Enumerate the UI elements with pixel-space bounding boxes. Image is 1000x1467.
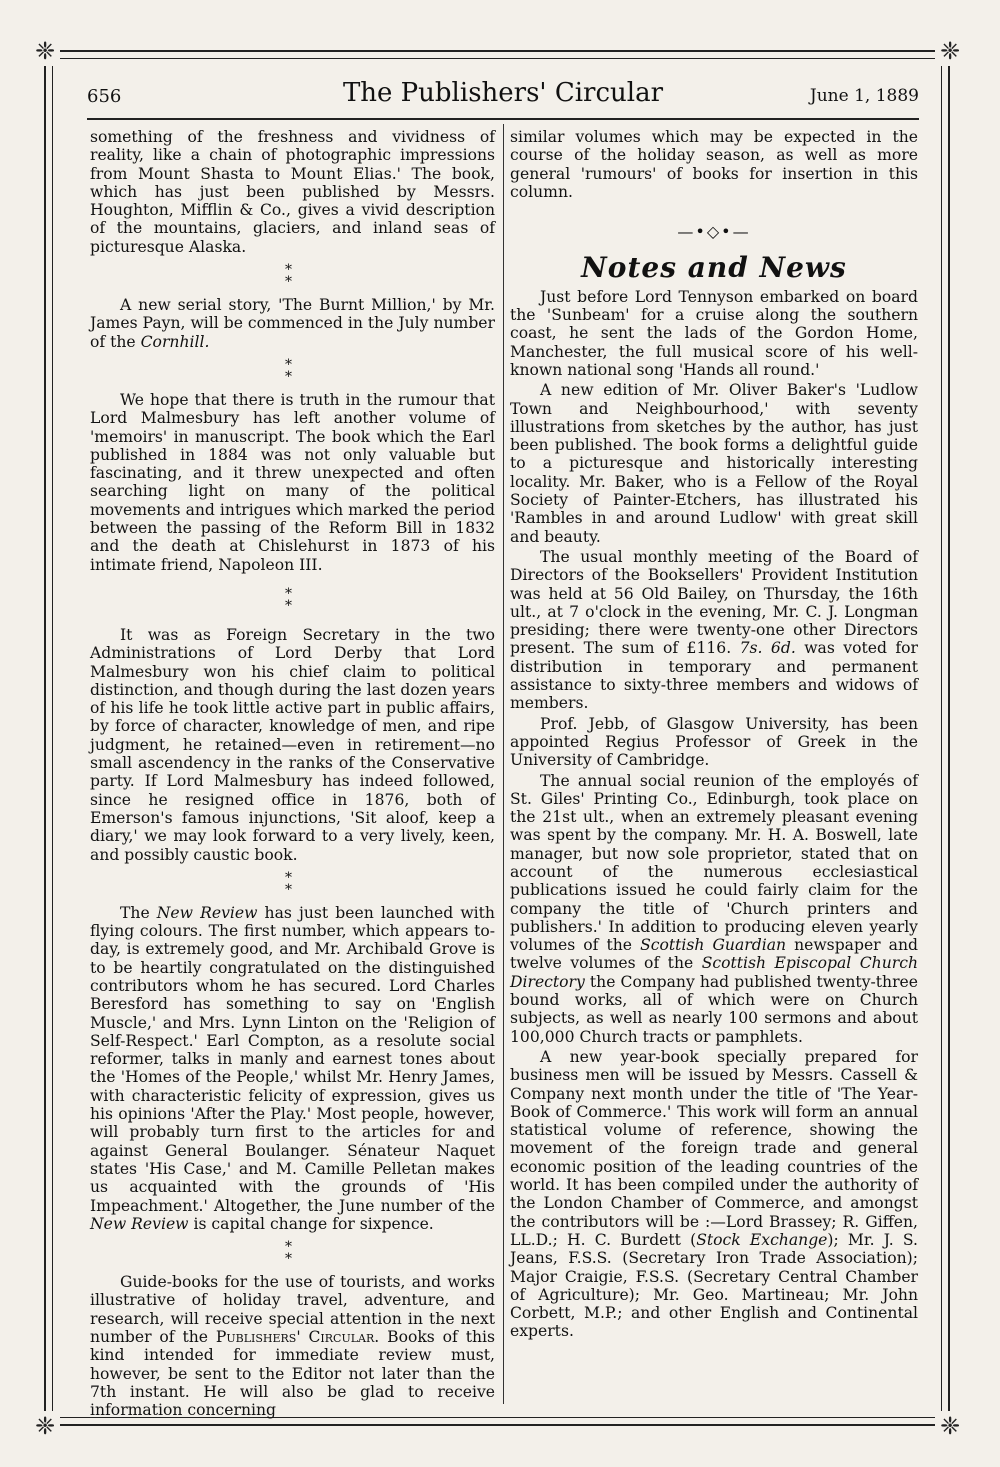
paragraph: Just before Lord Tennyson embarked on board the 'Sunbeam' for a cruise along the southern coast, he sent the lads of the Gordon Home, Manchester, the full musical score of his well-known national song 'Hands all round.' bbox=[510, 287, 918, 379]
section-ornament: —•◇•— bbox=[677, 222, 751, 242]
corner-ornament-icon: ❈ bbox=[935, 1411, 965, 1441]
corner-ornament-icon: ❈ bbox=[30, 1411, 60, 1441]
paragraph: A new serial story, 'The Burnt Million,' by Mr. James Payn, will be commenced in the July number of the Cornhill. bbox=[90, 296, 495, 351]
paragraph: The annual social reunion of the employés of St. Giles' Printing Co., Edinburgh, took place on the 21st ult., when an extremely pleasant evening was spent by the company. Mr. H. A. Boswell, late manager, but now sole proprietor, stated that on account of the numerous ecclesiastical publications issued he could fairly claim for the company the title of 'Church printers and publishers.' In addition to producing eleven yearly volumes of the Scottish Guardian newspaper and twelve volumes of the Scottish Episcopal Church Directory the Company had published twenty-three bound works, all of which were on Church subjects, as well as nearly 100 sermons and about 100,000 Church tracts or pamphlets. bbox=[510, 771, 919, 1046]
star-separator: * * bbox=[285, 1239, 300, 1268]
paragraph: A new year-book specially prepared for business men will be issued by Messrs. Cassell & Company next month under the title of 'The Year-Book of Commerce.' This work will form an annual statistical volume of reference, showing the movement of the foreign trade and general economic position of the leading countries of the world. It has been compiled under the authority of the London Chamber of Commerce, and amongst the contributors will be :—Lord Brassey; R. Giffen, LL.D.; H. C. Burdett (Stock Exchange); Mr. J. S. Jeans, F.S.S. (Secretary Iron Trade Association); Major Craigie, F.S.S. (Secretary Central Chamber of Agriculture); Mr. Geo. Martineau; Mr. John Corbett, M.P.; and other English and Continental experts. bbox=[510, 1047, 919, 1341]
paragraph: Guide-books for the use of tourists, and works illustrative of holiday travel, adventure, and research, will receive special attention in the next number of the Publishers' Circular. Books of this kind intended for immediate review must, however, be sent to the Editor not later than the 7th instant. He will also be glad to receive information concerning bbox=[90, 1273, 496, 1420]
header-rule bbox=[87, 118, 919, 120]
right-column bbox=[510, 128, 918, 1343]
page-number: 656 bbox=[87, 86, 122, 107]
corner-ornament-icon: ❈ bbox=[935, 36, 965, 66]
paragraph: It was as Foreign Secretary in the two Administrations of Lord Derby that Lord Malmesbury won his chief claim to political distinction, and though during the last dozen years of his life he took little active part in public affairs, by force of character, knowledge of men, and ripe judgment, he retained—even in retirement—no small ascendency in the ranks of the Conservative party. If Lord Malmesbury has indeed followed, since he resigned office in 1876, both of Emerson's famous injunctions, 'Sit aloof, keep a diary,' we may look forward to a very lively, keen, and possibly caustic book. bbox=[90, 625, 495, 864]
paragraph: Prof. Jebb, of Glasgow University, has been appointed Regius Professor of Greek in the University of Cambridge. bbox=[510, 714, 918, 770]
paragraph: The New Review has just been launched with flying colours. The first number, which appears to-day, is extremely good, and Mr. Archibald Grove is to be heartily congratulated on the distinguished contributors whom he has secured. Lord Charles Beresford has something to say on 'English Muscle,' and Mrs. Lynn Linton on the 'Religion of Self-Respect.' Earl Compton, as a resolute social reformer, talks in manly and earnest tones about the 'Homes of the People,' whilst Mr. Henry James, with characteristic felicity of expression, gives us his opinions 'After the Play.' Most people, however, will probably turn first to the articles for and against General Boulanger. Sénateur Naquet states 'His Case,' and M. Camille Pelletan makes us acquainted with the grounds of 'His Impeachment.' Altogether, the June number of the New Review is capital change for sixpence. bbox=[90, 903, 495, 1233]
star-separator: * * bbox=[285, 869, 300, 898]
paragraph: The usual monthly meeting of the Board of Directors of the Booksellers' Provident Institution was held at 56 Old Bailey, on Thursday, the 16th ult., at 7 o'clock in the evening, Mr. C. J. Longman presiding; there were twenty-one other Directors present. The sum of £116. 7s. 6d. was voted for distribution in temporary and permanent assistance to sixty-three members and widows of members. bbox=[510, 547, 918, 713]
star-separator: * * bbox=[285, 585, 300, 614]
corner-ornament-icon: ❈ bbox=[30, 36, 60, 66]
running-title: The Publishers' Circular bbox=[342, 78, 664, 108]
paragraph: similar volumes which may be expected in the course of the holiday season, as well as more general 'rumours' of books for insertion in this column. bbox=[510, 128, 918, 201]
header-date: June 1, 1889 bbox=[809, 86, 919, 106]
star-separator: * * bbox=[285, 356, 300, 385]
paragraph: something of the freshness and vividness of reality, like a chain of photographic impressions from Mount Shasta to Mount Elias.' The book, which has just been published by Messrs. Houghton, Mifflin & Co., gives a vivid description of the mountains, glaciers, and inland seas of picturesque Alaska. bbox=[90, 128, 495, 256]
section-heading: Notes and News bbox=[581, 251, 847, 285]
star-separator: * * bbox=[285, 262, 300, 291]
paragraph: We hope that there is truth in the rumour that Lord Malmesbury has left another volume of 'memoirs' in manuscript. The book which the Earl published in 1884 was not only valuable but fascinating, and it threw unexpected and often searching light on many of the political movements and intrigues which marked the period between the passing of the Reform Bill in 1832 and the death at Chislehurst in 1873 of his intimate friend, Napoleon III. bbox=[90, 390, 495, 574]
column-divider bbox=[503, 124, 504, 1404]
left-column bbox=[90, 128, 495, 1422]
paragraph: A new edition of Mr. Oliver Baker's 'Ludlow Town and Neighbourhood,' with seventy illustrations from sketches by the author, has just been published. The book forms a delightful guide to a picturesque and historically interesting locality. Mr. Baker, who is a Fellow of the Royal Society of Painter-Etchers, has illustrated his 'Rambles in and around Ludlow' with great skill and beauty. bbox=[510, 381, 918, 546]
page-header bbox=[87, 78, 919, 112]
